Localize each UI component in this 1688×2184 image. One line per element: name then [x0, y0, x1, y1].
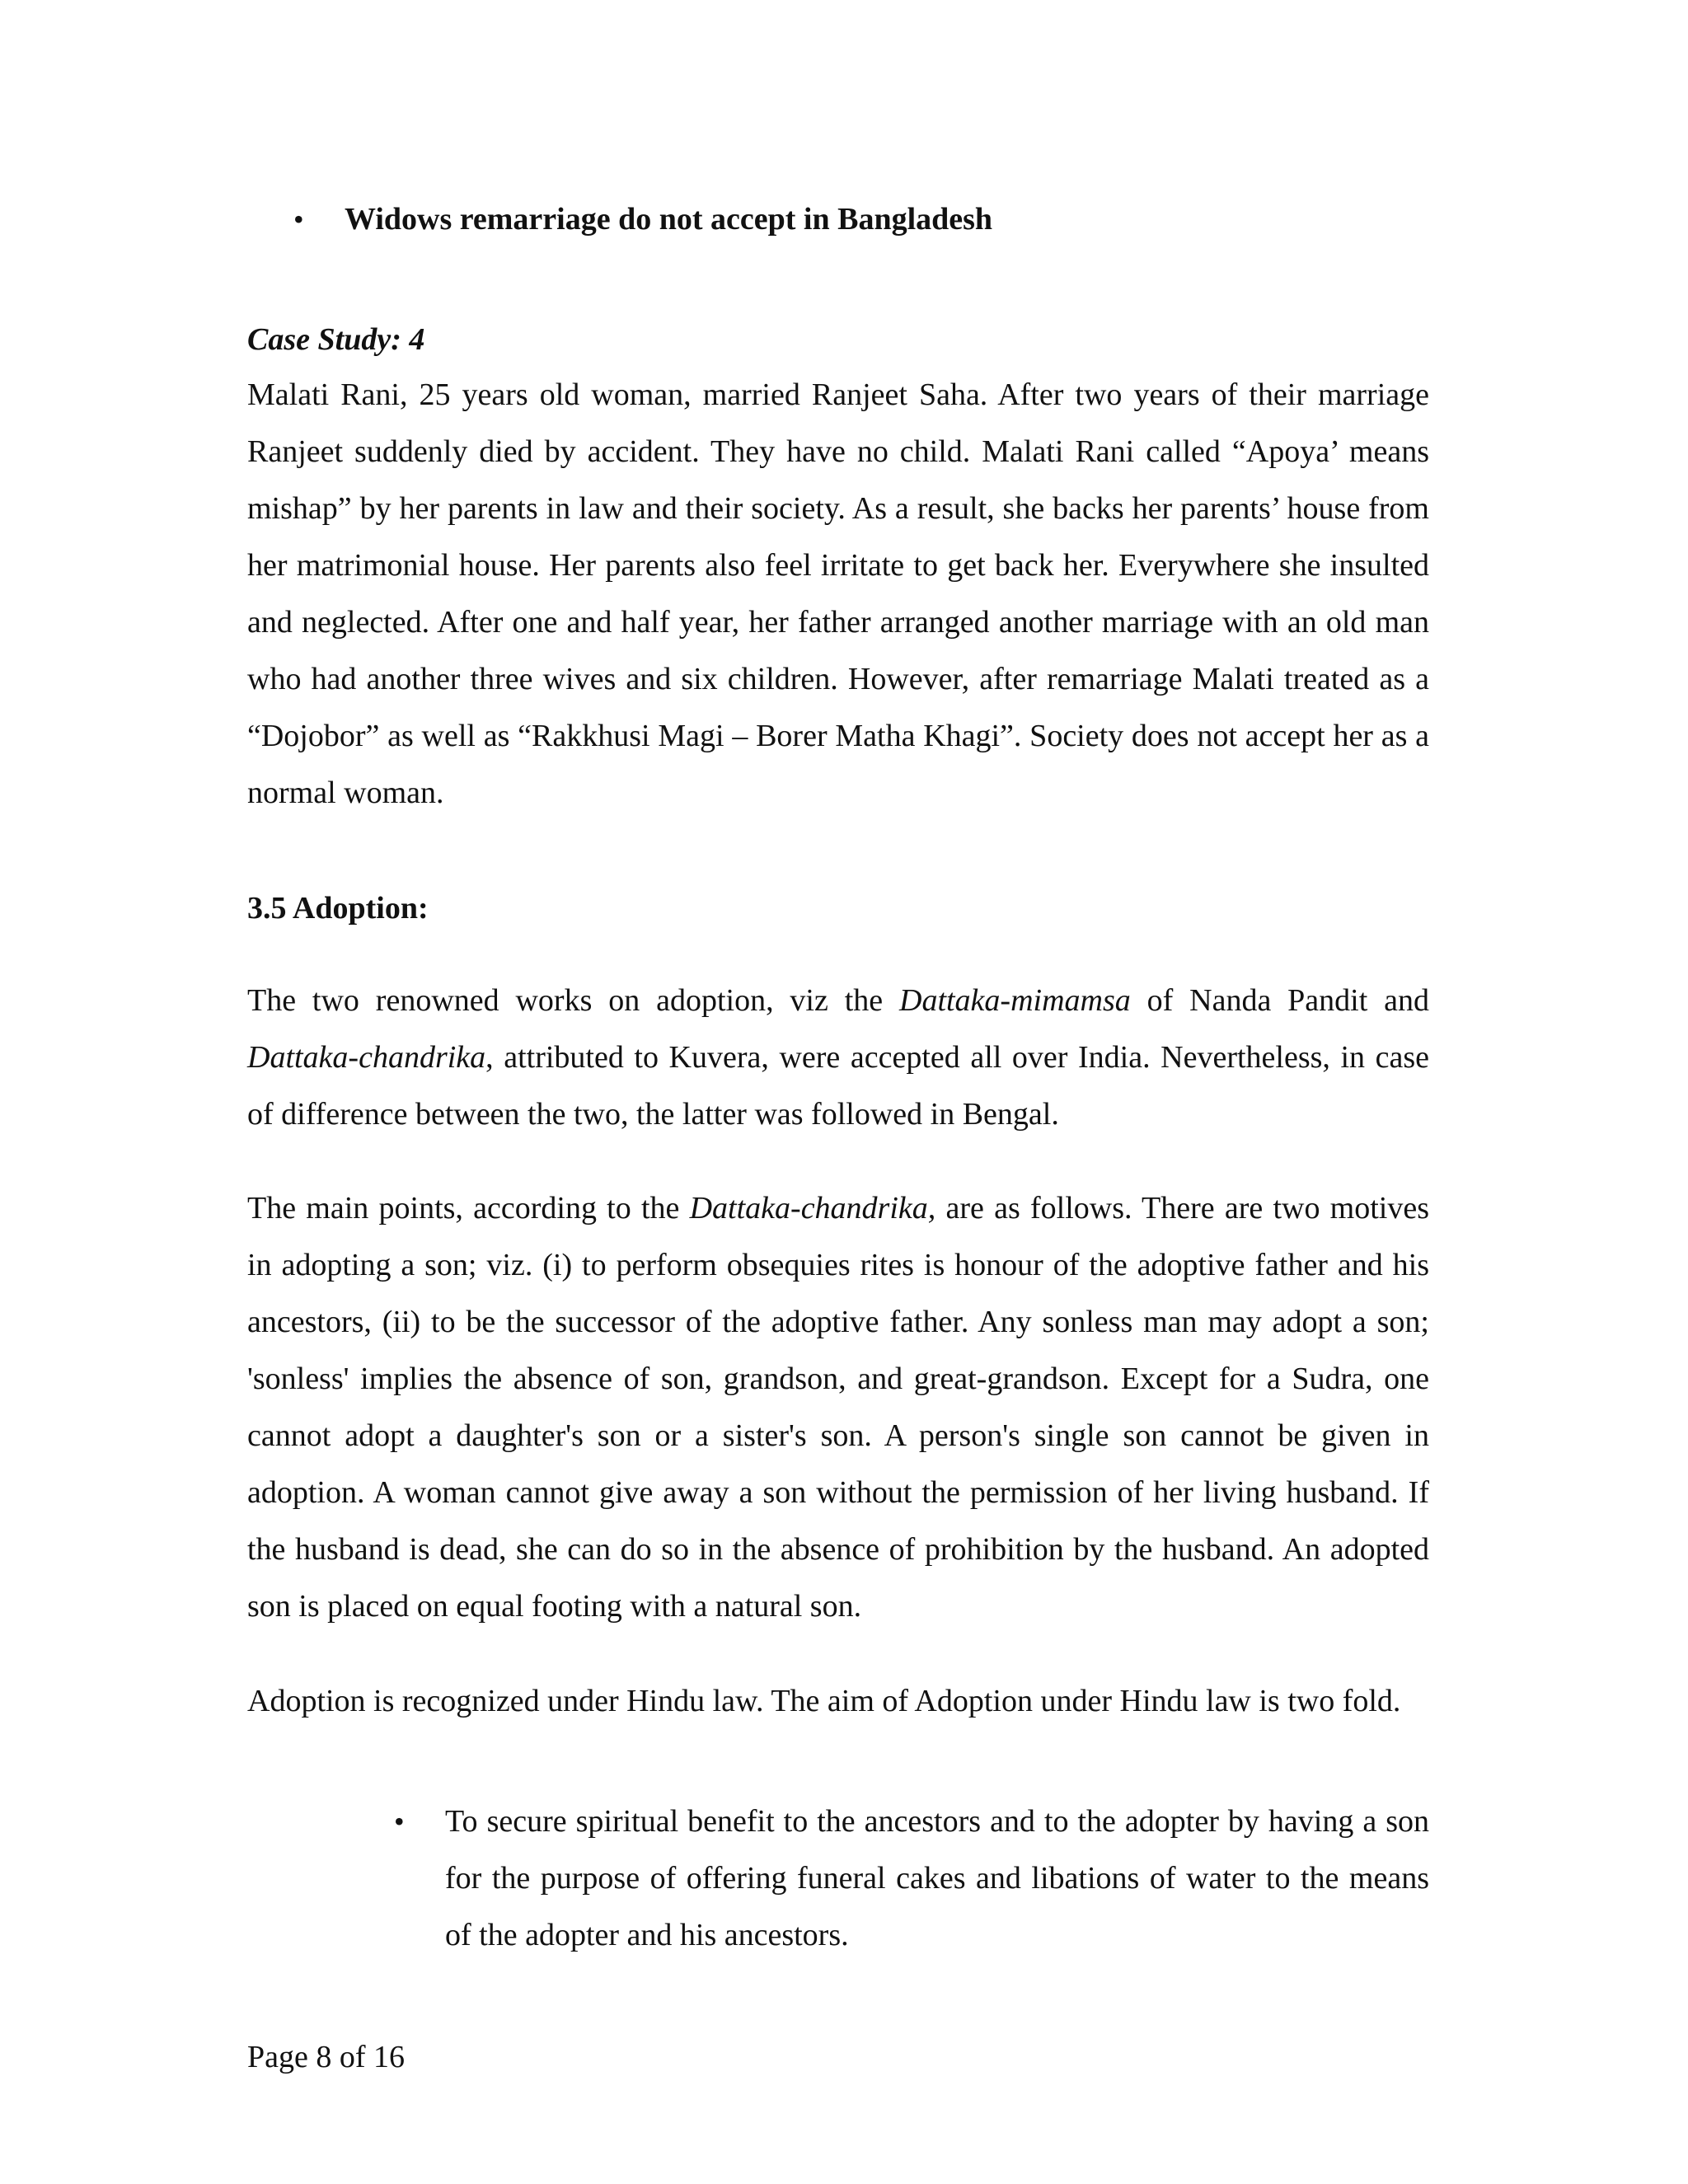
case-study-title: Case Study: 4 [247, 322, 425, 357]
para1-text-1: The two renowned works on adoption, viz the [247, 983, 899, 1018]
adoption-paragraph-2 [247, 1180, 1429, 1635]
para2-text-1: The main points, according to the [247, 1191, 690, 1226]
sub-bullet-item: To secure spiritual benefit to the ancestors and to the adopter by having a son for the purpose of offering funeral cakes and libations of water to the means of the adopter and his ancestors. [445, 1804, 1429, 1952]
para2-text-2: are as follows. There are two motives in adopting a son; viz. (i) to perform obsequies rites is honour of the adoptive father and his ancestors, (ii) to be the successor of the adoptive father. Any sonless man may adopt a son; 'sonless' implies the absence of son, grandson, and great-grandson. Except for a Sudra, one cannot adopt a daughter's son or a sister's son. A person's single son cannot be given in adoption. A woman cannot give away a son without the permission of her living husband. If the husband is dead, she can do so in the absence of prohibition by the husband. An adopted son is placed on equal footing with a natural son. [247, 1191, 1429, 1624]
adoption-paragraph-1 [247, 972, 1429, 1143]
adoption-paragraph-3: Adoption is recognized under Hindu law. The aim of Adoption under Hindu law is two fold. [247, 1684, 1401, 1718]
page-number: Page 8 of 16 [247, 2040, 406, 2074]
case-study-body: Malati Rani, 25 years old woman, married Ranjeet Saha. After two years of their marriage Ranjeet suddenly died by accident. They have no child. Malati Rani called “Apoya’ means mishap” by her parents in law and their society. As a result, she backs her parents’ house from her matrimonial house. Her parents also feel irritate to get back her. Everywhere she insulted and neglected. After one and half year, her father arranged another marriage with an old man who had another three wives and six children. However, after remarriage Malati treated as a “Dojobor” as well as “Rakkhusi Magi – Borer Matha Khagi”. Society does not accept her as a normal woman. [247, 377, 1429, 810]
para1-text-3: , attributed to Kuvera, were accepted all over India. Nevertheless, in case of difference between the two, the latter was followed in Bengal. [247, 1040, 1429, 1132]
para1-italic-title-1: Dattaka-mimamsa [899, 983, 1131, 1018]
bullet-heading: Widows remarriage do not accept in Bangladesh [345, 202, 993, 237]
section-heading: 3.5 Adoption: [247, 891, 429, 926]
sub-bullet-marker: • [394, 1805, 405, 1838]
para2-italic-title: Dattaka-chandrika, [689, 1191, 936, 1226]
para1-italic-title-2: Dattaka-chandrika [247, 1040, 486, 1075]
bullet-marker: • [293, 203, 304, 236]
para1-text-2: of Nanda Pandit and [1130, 983, 1430, 1018]
